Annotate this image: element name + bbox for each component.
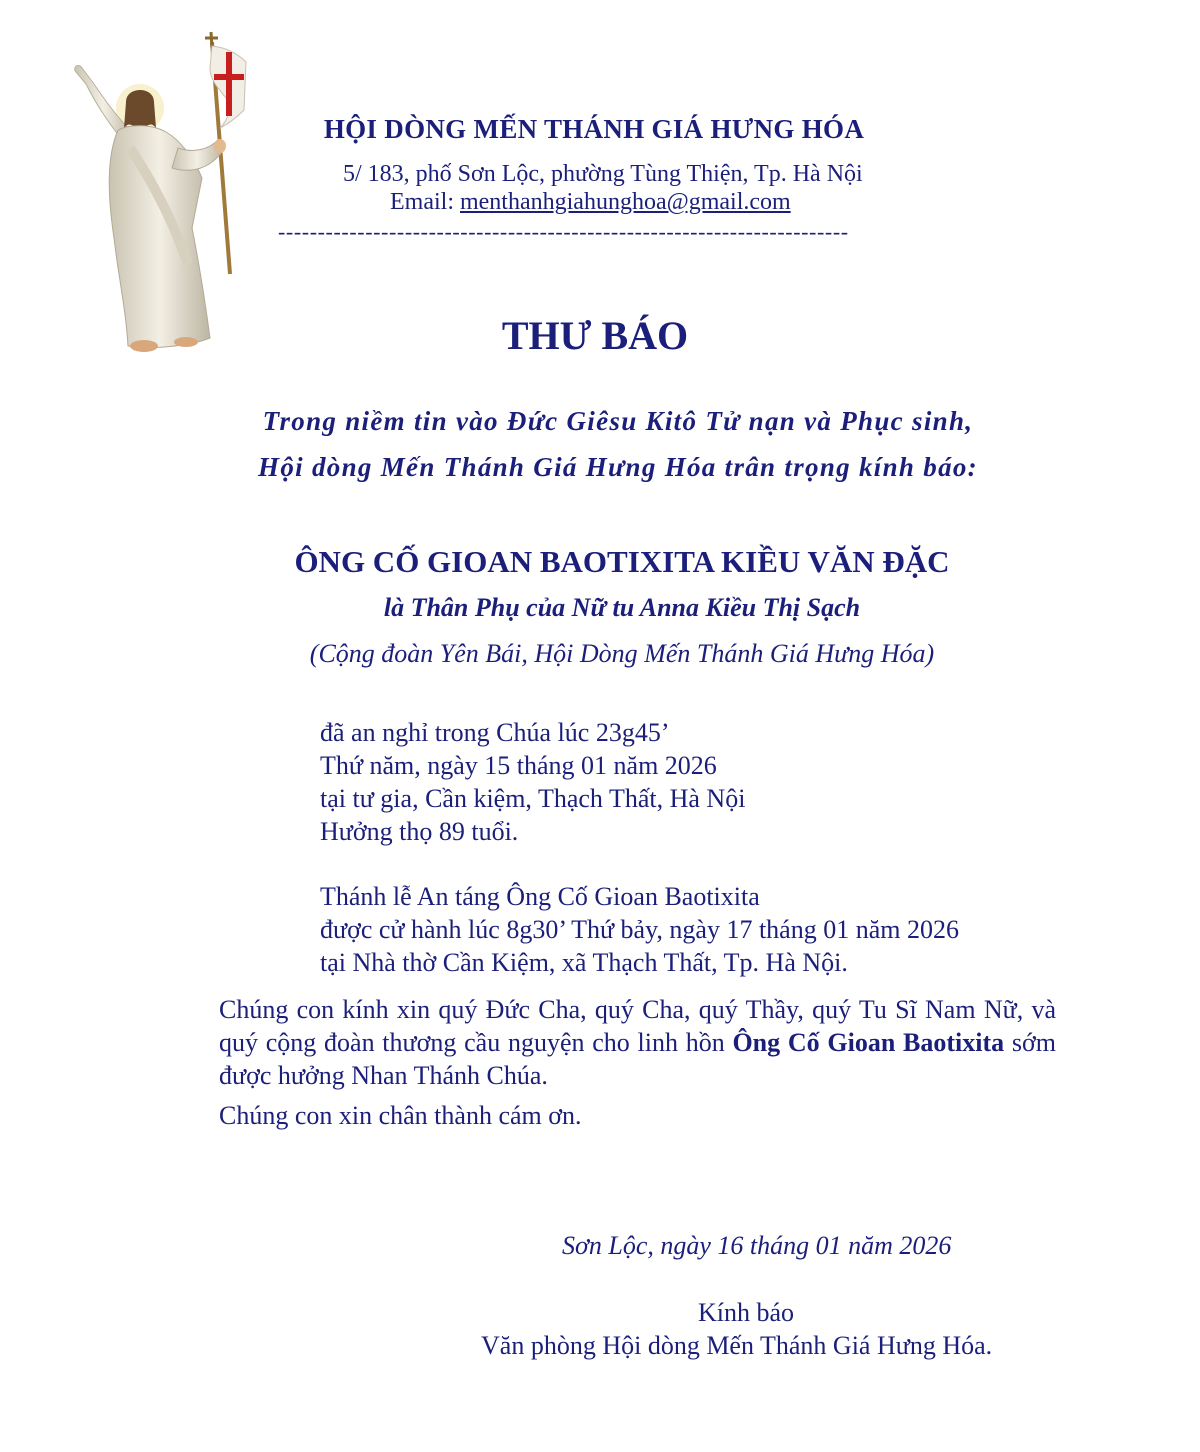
document-title: THƯ BÁO (501, 313, 689, 358)
death-info-line: Hưởng thọ 89 tuổi. (320, 817, 519, 846)
funeral-info-line: được cử hành lúc 8g30’ Thứ bảy, ngày 17 tháng 01 năm 2026 (320, 915, 959, 944)
signature-office: Văn phòng Hội dòng Mến Thánh Giá Hưng Hóa. (481, 1331, 993, 1360)
prayer-request-end: sớm được hưởng Nhan Thánh Chúa. (219, 1028, 1056, 1090)
org-name: HỘI DÒNG MẾN THÁNH GIÁ HƯNG HÓA (323, 114, 865, 144)
email-label: Email: (390, 189, 460, 215)
community-note: (Cộng đoàn Yên Bái, Hội Dòng Mến Thánh Giá Hưng Hóa) (309, 639, 935, 668)
deceased-name: ÔNG CỐ GIOAN BAOTIXITA KIỀU VĂN ĐẶC (294, 544, 950, 579)
prayer-request-text: Chúng con kính xin quý Đức Cha, quý Cha, quý Thầy, quý Tu Sĩ Nam Nữ, và quý cộng đoàn thương cầu nguyện cho linh hồn (219, 995, 1056, 1057)
place-date: Sơn Lộc, ngày 16 tháng 01 năm 2026 (562, 1231, 952, 1260)
org-email-line (390, 189, 791, 216)
org-address: 5/ 183, phố Sơn Lộc, phường Tùng Thiện, Tp. Hà Nội (343, 161, 863, 187)
deceased-relation: là Thân Phụ của Nữ tu Anna Kiều Thị Sạch (383, 593, 861, 622)
closing: Kính báo (698, 1298, 795, 1327)
death-info-line: tại tư gia, Cần kiệm, Thạch Thất, Hà Nội (320, 784, 746, 813)
death-info-line: đã an nghỉ trong Chúa lúc 23g45’ (320, 718, 670, 747)
prayer-request-name: Ông Cố Gioan Baotixita (732, 1028, 1005, 1057)
prayer-request (219, 993, 1056, 1092)
intro-line-2: Hội dòng Mến Thánh Giá Hưng Hóa trân trọng kính báo: (258, 452, 978, 482)
email-link[interactable]: menthanhgiahunghoa@gmail.com (459, 189, 791, 215)
header-divider: ------------------------------------------------------------------------ (278, 219, 849, 244)
intro-line-1: Trong niềm tin vào Đức Giêsu Kitô Tử nạn và Phục sinh, (262, 406, 974, 436)
funeral-info-line: Thánh lễ An táng Ông Cố Gioan Baotixita (320, 882, 760, 911)
thanks-line: Chúng con xin chân thành cám ơn. (219, 1101, 582, 1130)
death-info-line: Thứ năm, ngày 15 tháng 01 năm 2026 (320, 751, 717, 780)
risen-christ-image (60, 28, 250, 358)
funeral-info-line: tại Nhà thờ Cần Kiệm, xã Thạch Thất, Tp. Hà Nội. (320, 948, 848, 977)
